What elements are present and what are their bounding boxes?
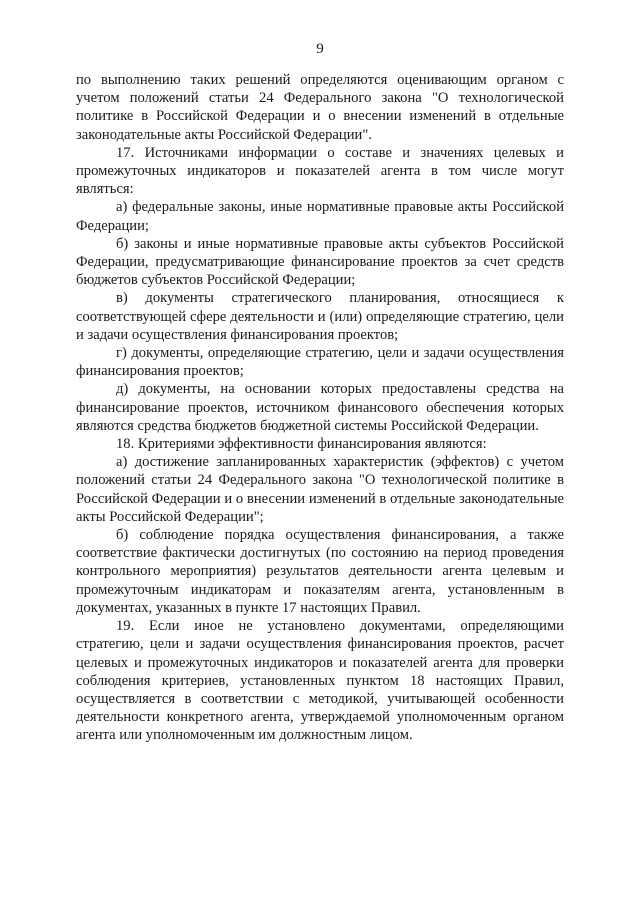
paragraph-item-17-a: а) федеральные законы, иные нормативные правовые акты Российской Федерации;	[76, 199, 564, 234]
paragraph-item-17-g: г) документы, определяющие стратегию, цели и задачи осуществления финансирования проектов;	[76, 345, 564, 380]
paragraph-item-17-d: д) документы, на основании которых предоставлены средства на финансирование проектов, источником финансового обеспечения которых являются средства бюджетов бюджетной системы Российской Федерации.	[76, 381, 564, 434]
page-number: 9	[316, 41, 324, 57]
document-body	[76, 71, 564, 745]
paragraph-item-17-b: б) законы и иные нормативные правовые акты субъектов Российской Федерации, предусматривающие финансирование проектов за счет средств бюджетов субъектов Российской Федерации;	[76, 235, 564, 289]
paragraph-item-18-a: а) достижение запланированных характеристик (эффектов) с учетом положений статьи 24 Федерального закона "О технологической политике в Российской Федерации и о внесении изменений в отдельные законодательные акты Российской Федерации";	[76, 454, 564, 525]
paragraph-item-17-v: в) документы стратегического планирования, относящиеся к соответствующей сфере деятельности и (или) определяющие стратегию, цели и задачи осуществления финансирования проектов;	[76, 290, 564, 343]
paragraph-item-18-b: б) соблюдение порядка осуществления финансирования, а также соответствие фактически достигнутых (по состоянию на период проведения контрольного мероприятия) результатов деятельности агента целевым и промежуточным индикаторам и показателям агента, установленным в документах, указанных в пункте 17 настоящих Правил.	[76, 527, 564, 616]
paragraph-item-19: 19. Если иное не установлено документами, определяющими стратегию, цели и задачи осуществления финансирования проектов, расчет целевых и промежуточных индикаторов и показателей агента для проверки соблюдения критериев, установленных пунктом 18 настоящих Правил, осуществляется в соответствии с методикой, учитывающей особенности деятельности конкретного агента, утверждаемой уполномоченным органом агента или уполномоченным им должностным лицом.	[76, 618, 564, 744]
paragraph-item-18: 18. Критериями эффективности финансирования являются:	[116, 436, 487, 453]
paragraph-continuation: по выполнению таких решений определяются оценивающим органом с учетом положений статьи 24 Федерального закона "О технологической политике в Российской Федерации и о внесении изменений в отдельные законодательные акты Российской Федерации".	[76, 72, 564, 143]
paragraph-item-17: 17. Источниками информации о составе и значениях целевых и промежуточных индикаторов и показателей агента в том числе могут являться:	[76, 144, 564, 198]
